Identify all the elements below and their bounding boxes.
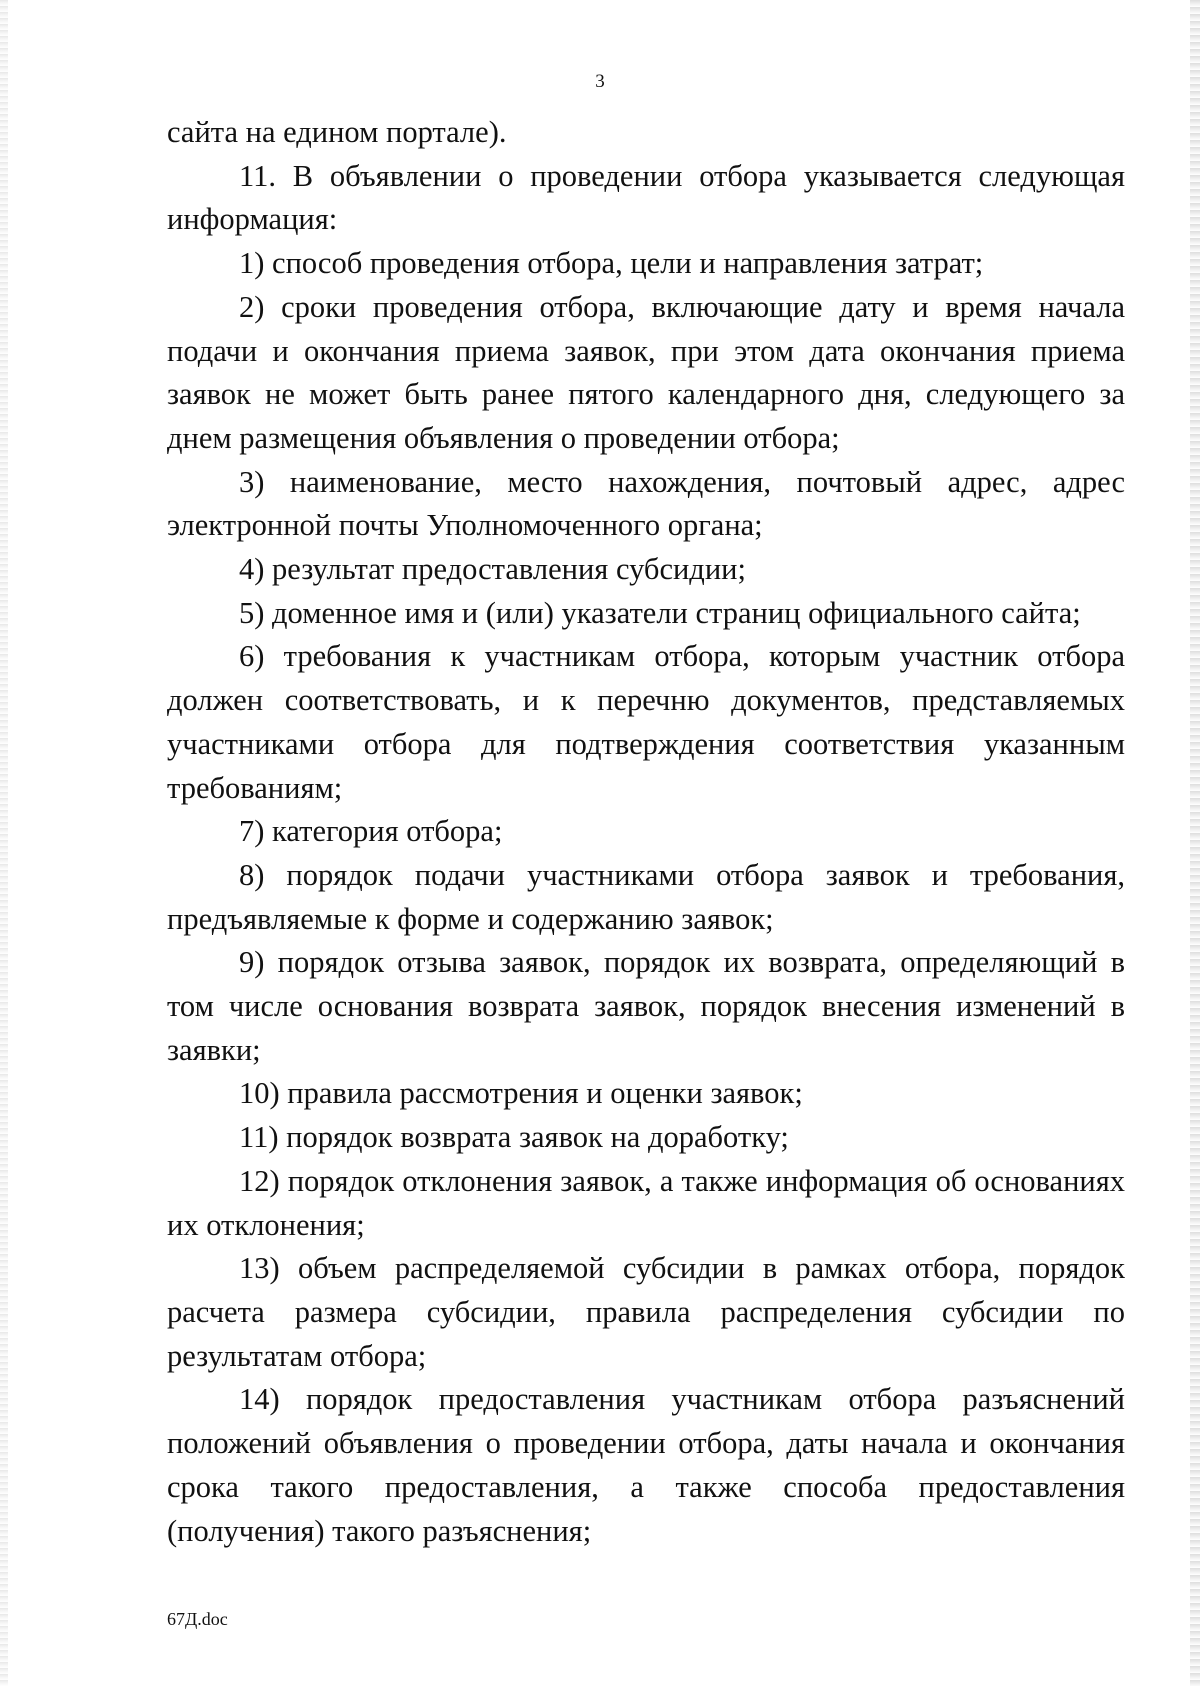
paragraph-clause-11: 11. В объявлении о проведении отбора указывается следующая информация:: [167, 158, 1125, 237]
list-item-11: 11) порядок возврата заявок на доработку;: [239, 1120, 789, 1155]
list-item-5: 5) доменное имя и (или) указатели страниц официального сайта;: [239, 595, 1081, 630]
list-item-9: 9) порядок отзыва заявок, порядок их возврата, определяющий в том числе основания возврата заявок, порядок внесения изменений в заявки;: [167, 945, 1125, 1067]
list-item-6: 6) требования к участникам отбора, которым участник отбора должен соответствовать, и к перечню документов, представляемых участниками отбора для подтверждения соответствия указанным требованиям;: [167, 639, 1125, 805]
list-item-2: 2) сроки проведения отбора, включающие дату и время начала подачи и окончания приема заявок, при этом дата окончания приема заявок не может быть ранее пятого календарного дня, следующего за днем размещения объявления о проведении отбора;: [167, 289, 1125, 455]
scan-edge-left: [0, 0, 8, 1686]
list-item-10: 10) правила рассмотрения и оценки заявок;: [239, 1076, 803, 1111]
list-item-3: 3) наименование, место нахождения, почтовый адрес, адрес электронной почты Уполномоченного органа;: [167, 464, 1125, 543]
document-body: [167, 111, 1125, 1553]
list-item-4: 4) результат предоставления субсидии;: [239, 552, 746, 587]
footer-filename: 67Д.doc: [167, 1609, 228, 1629]
list-item-1: 1) способ проведения отбора, цели и направления затрат;: [239, 246, 984, 281]
list-item-12: 12) порядок отклонения заявок, а также информация об основаниях их отклонения;: [167, 1163, 1125, 1242]
paragraph-continuation: сайта на едином портале).: [167, 115, 507, 149]
list-item-8: 8) порядок подачи участниками отбора заявок и требования, предъявляемые к форме и содержанию заявок;: [167, 857, 1125, 936]
list-item-13: 13) объем распределяемой субсидии в рамках отбора, порядок расчета размера субсидии, правила распределения субсидии по результатам отбора;: [167, 1251, 1125, 1373]
page-number: 3: [595, 71, 605, 92]
list-item-14: 14) порядок предоставления участникам отбора разъяснений положений объявления о проведении отбора, даты начала и окончания срока такого предоставления, а также способа предоставления (получения) такого разъяснения;: [167, 1382, 1125, 1548]
list-item-7: 7) категория отбора;: [239, 814, 503, 849]
scan-edge-right: [1190, 0, 1200, 1686]
